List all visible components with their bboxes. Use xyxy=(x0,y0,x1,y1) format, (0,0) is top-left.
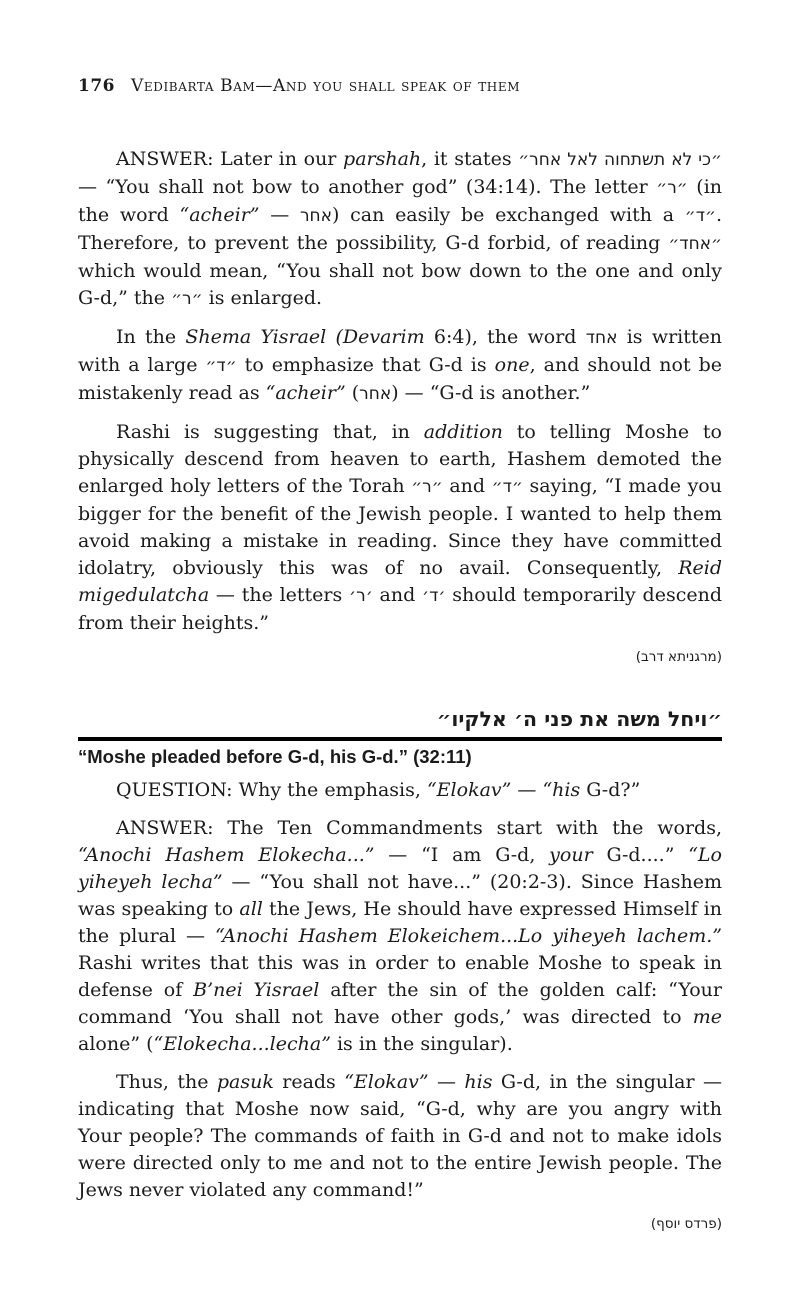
italic-text-run: your xyxy=(549,844,593,866)
italic-text-run: all xyxy=(239,898,263,920)
source-attribution-margenita-darav: (מרגניתא דרב) xyxy=(635,649,722,665)
text-run: ANSWER: The Ten Commandments start with the words, xyxy=(116,817,722,839)
text-run: ( xyxy=(345,382,360,404)
text-run: G-d?” xyxy=(580,779,641,801)
source-attribution-pardes-yosef: (פרדס יוסף) xyxy=(650,1216,722,1232)
italic-text-run: “Lo yiheyeh lecha” xyxy=(78,844,722,893)
hebrew-text-run: ״אחד״ xyxy=(668,234,722,254)
text-block xyxy=(78,76,722,1234)
italic-text-run: “acheir” xyxy=(179,204,260,226)
hebrew-text-run: ״ד״ xyxy=(684,206,716,226)
text-run: is enlarged. xyxy=(202,287,323,309)
italic-text-run: “Elokecha...lecha” xyxy=(153,1033,331,1055)
paragraph-question-elokav xyxy=(78,777,722,804)
page-header xyxy=(78,76,722,96)
text-run: — xyxy=(259,204,300,226)
italic-text-run: parshah xyxy=(343,148,422,170)
hebrew-text-run: ״ד״ xyxy=(491,477,523,497)
section-title-english: “Moshe pleaded before G-d, his G-d.” (32:11) xyxy=(78,746,472,767)
hebrew-text-run: ״כי לא תשתחוה לאל אחר״ xyxy=(518,150,722,170)
paragraph-answer-enlarged-reish xyxy=(78,146,722,313)
text-run: alone” ( xyxy=(78,1033,154,1055)
italic-text-run: “Elokav” xyxy=(344,1071,429,1093)
text-run: — xyxy=(428,1071,465,1093)
text-run: — “You shall not have...” (20:2-3). Since Hashem was speaking to xyxy=(78,871,722,920)
text-run: to emphasize that G-d is xyxy=(236,354,495,376)
running-title: Vedibarta Bam—And you shall speak of them xyxy=(131,76,521,96)
text-run: Rashi is suggesting that, in xyxy=(116,421,424,443)
italic-text-run: Reid migedulatcha xyxy=(78,557,722,606)
italic-text-run: “Elokav” xyxy=(426,779,512,801)
italic-text-run: me xyxy=(692,1006,722,1028)
text-run: ANSWER: Later in our xyxy=(116,148,344,170)
italic-text-run: Shema Yisrael (Devarim xyxy=(185,326,425,348)
paragraph-answer-ten-commandments xyxy=(78,815,722,1058)
italic-text-run: one xyxy=(494,354,530,376)
text-run: 6:4), the word xyxy=(424,326,586,348)
italic-text-run: pasuk xyxy=(216,1071,274,1093)
text-run: — “I am G-d, xyxy=(374,844,550,866)
text-run: is written with a large xyxy=(78,326,722,376)
italic-text-run: “acheir” xyxy=(265,382,346,404)
text-run: to telling Moshe to physically descend from heaven to earth, Hashem demoted the enlarged holy letters of the Torah xyxy=(78,421,722,497)
text-run: Thus, the xyxy=(116,1071,217,1093)
section-title-hebrew: ״ויחל משה את פני ה׳ אלקיו״ xyxy=(436,707,722,731)
text-run: reads xyxy=(273,1071,345,1093)
hebrew-text-run: ״ד״ xyxy=(205,356,237,376)
hebrew-text-run: אחר xyxy=(299,206,333,226)
text-run: (in the word xyxy=(78,176,723,226)
text-run: after the sin of the golden calf: “Your command ‘You shall not have other gods,’ was directed to xyxy=(78,979,723,1028)
hebrew-text-run: ״ר״ xyxy=(656,178,688,198)
text-run: , it states xyxy=(421,148,519,170)
text-run: ) can easily be exchanged with a xyxy=(332,204,685,226)
text-run: G-d, in the singular — indicating that Moshe now said, “G-d, why are you angry with Your people? The commands of faith in G-d and not to make idols were directed only to me and not to the entire Jewish people. The Jews never violated any command!” xyxy=(78,1071,722,1201)
text-run: G-d....” xyxy=(592,844,689,866)
paragraph-rashi-suggesting xyxy=(78,419,722,637)
paragraph-shema-yisrael xyxy=(78,324,722,408)
hebrew-text-run: ׳ר׳ xyxy=(349,586,373,606)
hebrew-text-run: אחד xyxy=(585,328,618,348)
text-run: , and should not be mistakenly read as xyxy=(78,354,723,404)
text-run: ) — “G-d is another.” xyxy=(391,382,591,404)
italic-text-run: “Anochi Hashem Elokeichem...Lo yiheyeh lachem.” xyxy=(215,925,722,947)
text-run: is in the singular). xyxy=(330,1033,513,1055)
italic-text-run: B’nei Yisrael xyxy=(193,979,320,1001)
italic-text-run: his xyxy=(464,1071,493,1093)
text-run: — xyxy=(511,779,543,801)
text-run: In the xyxy=(116,326,186,348)
paragraph-thus-pasuk xyxy=(78,1069,722,1204)
hebrew-text-run: ״ר״ xyxy=(411,477,443,497)
hebrew-text-run: ׳ד׳ xyxy=(422,586,446,606)
italic-text-run: “Anochi Hashem Elokecha...” xyxy=(78,844,375,866)
text-run: — “You shall not bow to another god” (34:14). The letter xyxy=(78,176,657,198)
text-run: Rashi writes that this was in order to enable Moshe to speak in defense of xyxy=(78,952,722,1001)
text-run: and xyxy=(442,475,492,497)
italic-text-run: addition xyxy=(423,421,503,443)
page-number: 176 xyxy=(78,76,115,96)
text-run: — the letters xyxy=(209,584,350,606)
italic-text-run: “his xyxy=(542,779,581,801)
text-run: saying, “I made you bigger for the benefit of the Jewish people. I wanted to help them avoid making a mistake in reading. Since they have committed idolatry, obviously this was of no avail. Consequently, xyxy=(78,475,722,579)
text-run: . Therefore, to prevent the possibility, G-d forbid, of reading xyxy=(78,204,722,254)
hebrew-text-run: אחר xyxy=(359,384,392,404)
hebrew-text-run: ״ר״ xyxy=(171,289,203,309)
text-run: QUESTION: Why the emphasis, xyxy=(116,779,427,801)
text-run: and xyxy=(372,584,423,606)
section-divider-rule xyxy=(78,737,722,741)
text-run: which would mean, “You shall not bow down to the one and only G-d,” the xyxy=(78,260,722,309)
text-run: the Jews, He should have expressed Himself in the plural — xyxy=(78,898,722,947)
text-run: should temporarily descend from their heights.” xyxy=(78,584,723,634)
